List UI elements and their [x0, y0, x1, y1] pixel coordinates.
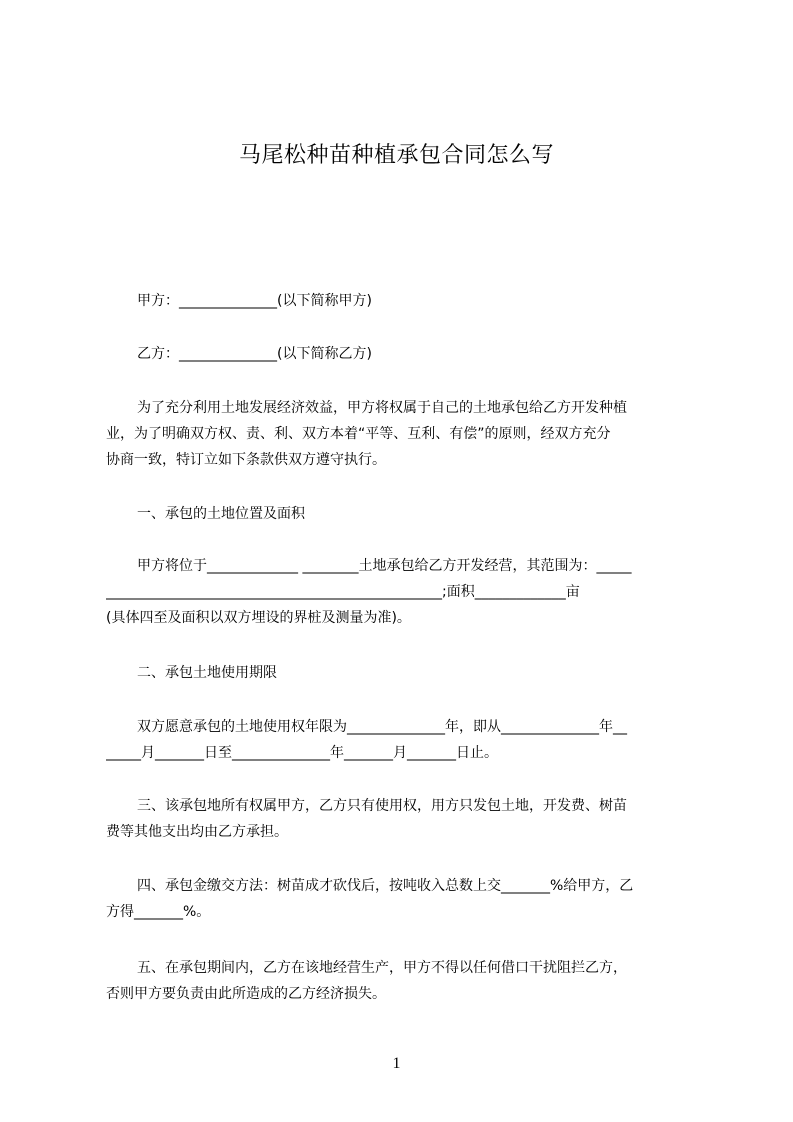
section3-line: 费等其他支出均由乙方承担。 [106, 824, 288, 840]
party-b-text: 乙方：______________(以下简称乙方) [137, 346, 372, 362]
intro-paragraph [106, 395, 702, 473]
party-a-text: 甲方：______________(以下简称甲方) [137, 293, 372, 309]
section3-line: 三、该承包地所有权属甲方，乙方只有使用权，用方只发包土地，开发费、树苗 [137, 798, 627, 814]
section2-line: _____月_______日至______________年_______月_______日止。 [106, 745, 498, 761]
section1-paragraph [106, 553, 702, 631]
document-title: 马尾松种苗种植承包合同怎么写 [238, 143, 554, 168]
section2-heading-text: 二、承包土地使用期限 [137, 665, 277, 681]
section5-line: 否则甲方要负责由此所造成的乙方经济损失。 [106, 986, 386, 1002]
section1-line: (具体四至及面积以双方埋设的界桩及测量为准)。 [106, 610, 411, 626]
intro-line: 业，为了明确双方权、责、利、双方本着“平等、互利、有偿”的原则，经双方充分 [106, 426, 611, 442]
section2-heading [106, 660, 702, 686]
section1-heading-text: 一、承包的土地位置及面积 [137, 506, 305, 522]
section1-heading [106, 501, 702, 527]
section4-paragraph [106, 873, 702, 925]
section4-line: 方得_______%。 [106, 904, 211, 920]
section5-paragraph [106, 955, 702, 1007]
section3-paragraph [106, 793, 702, 845]
intro-line: 为了充分利用土地发展经济效益，甲方将权属于自己的土地承包给乙方开发种植 [137, 400, 627, 416]
section2-line: 双方愿意承包的土地使用权年限为______________年，即从______________年__ [137, 719, 627, 735]
party-a-line [106, 288, 702, 314]
section1-line: 甲方将位于_____________ ________土地承包给乙方开发经营，其范围为：_____ [137, 558, 632, 574]
page-number: 1 [392, 1055, 401, 1072]
section1-line: ________________________________________________;面积_____________亩 [106, 584, 580, 600]
section4-line: 四、承包金缴交方法：树苗成才砍伐后，按吨收入总数上交_______%给甲方，乙 [137, 878, 634, 894]
party-b-line [106, 341, 702, 367]
section5-line: 五、在承包期间内，乙方在该地经营生产，甲方不得以任何借口干扰阻拦乙方， [137, 960, 627, 976]
intro-line: 协商一致，特订立如下条款供双方遵守执行。 [106, 452, 386, 468]
section2-paragraph [106, 714, 702, 766]
